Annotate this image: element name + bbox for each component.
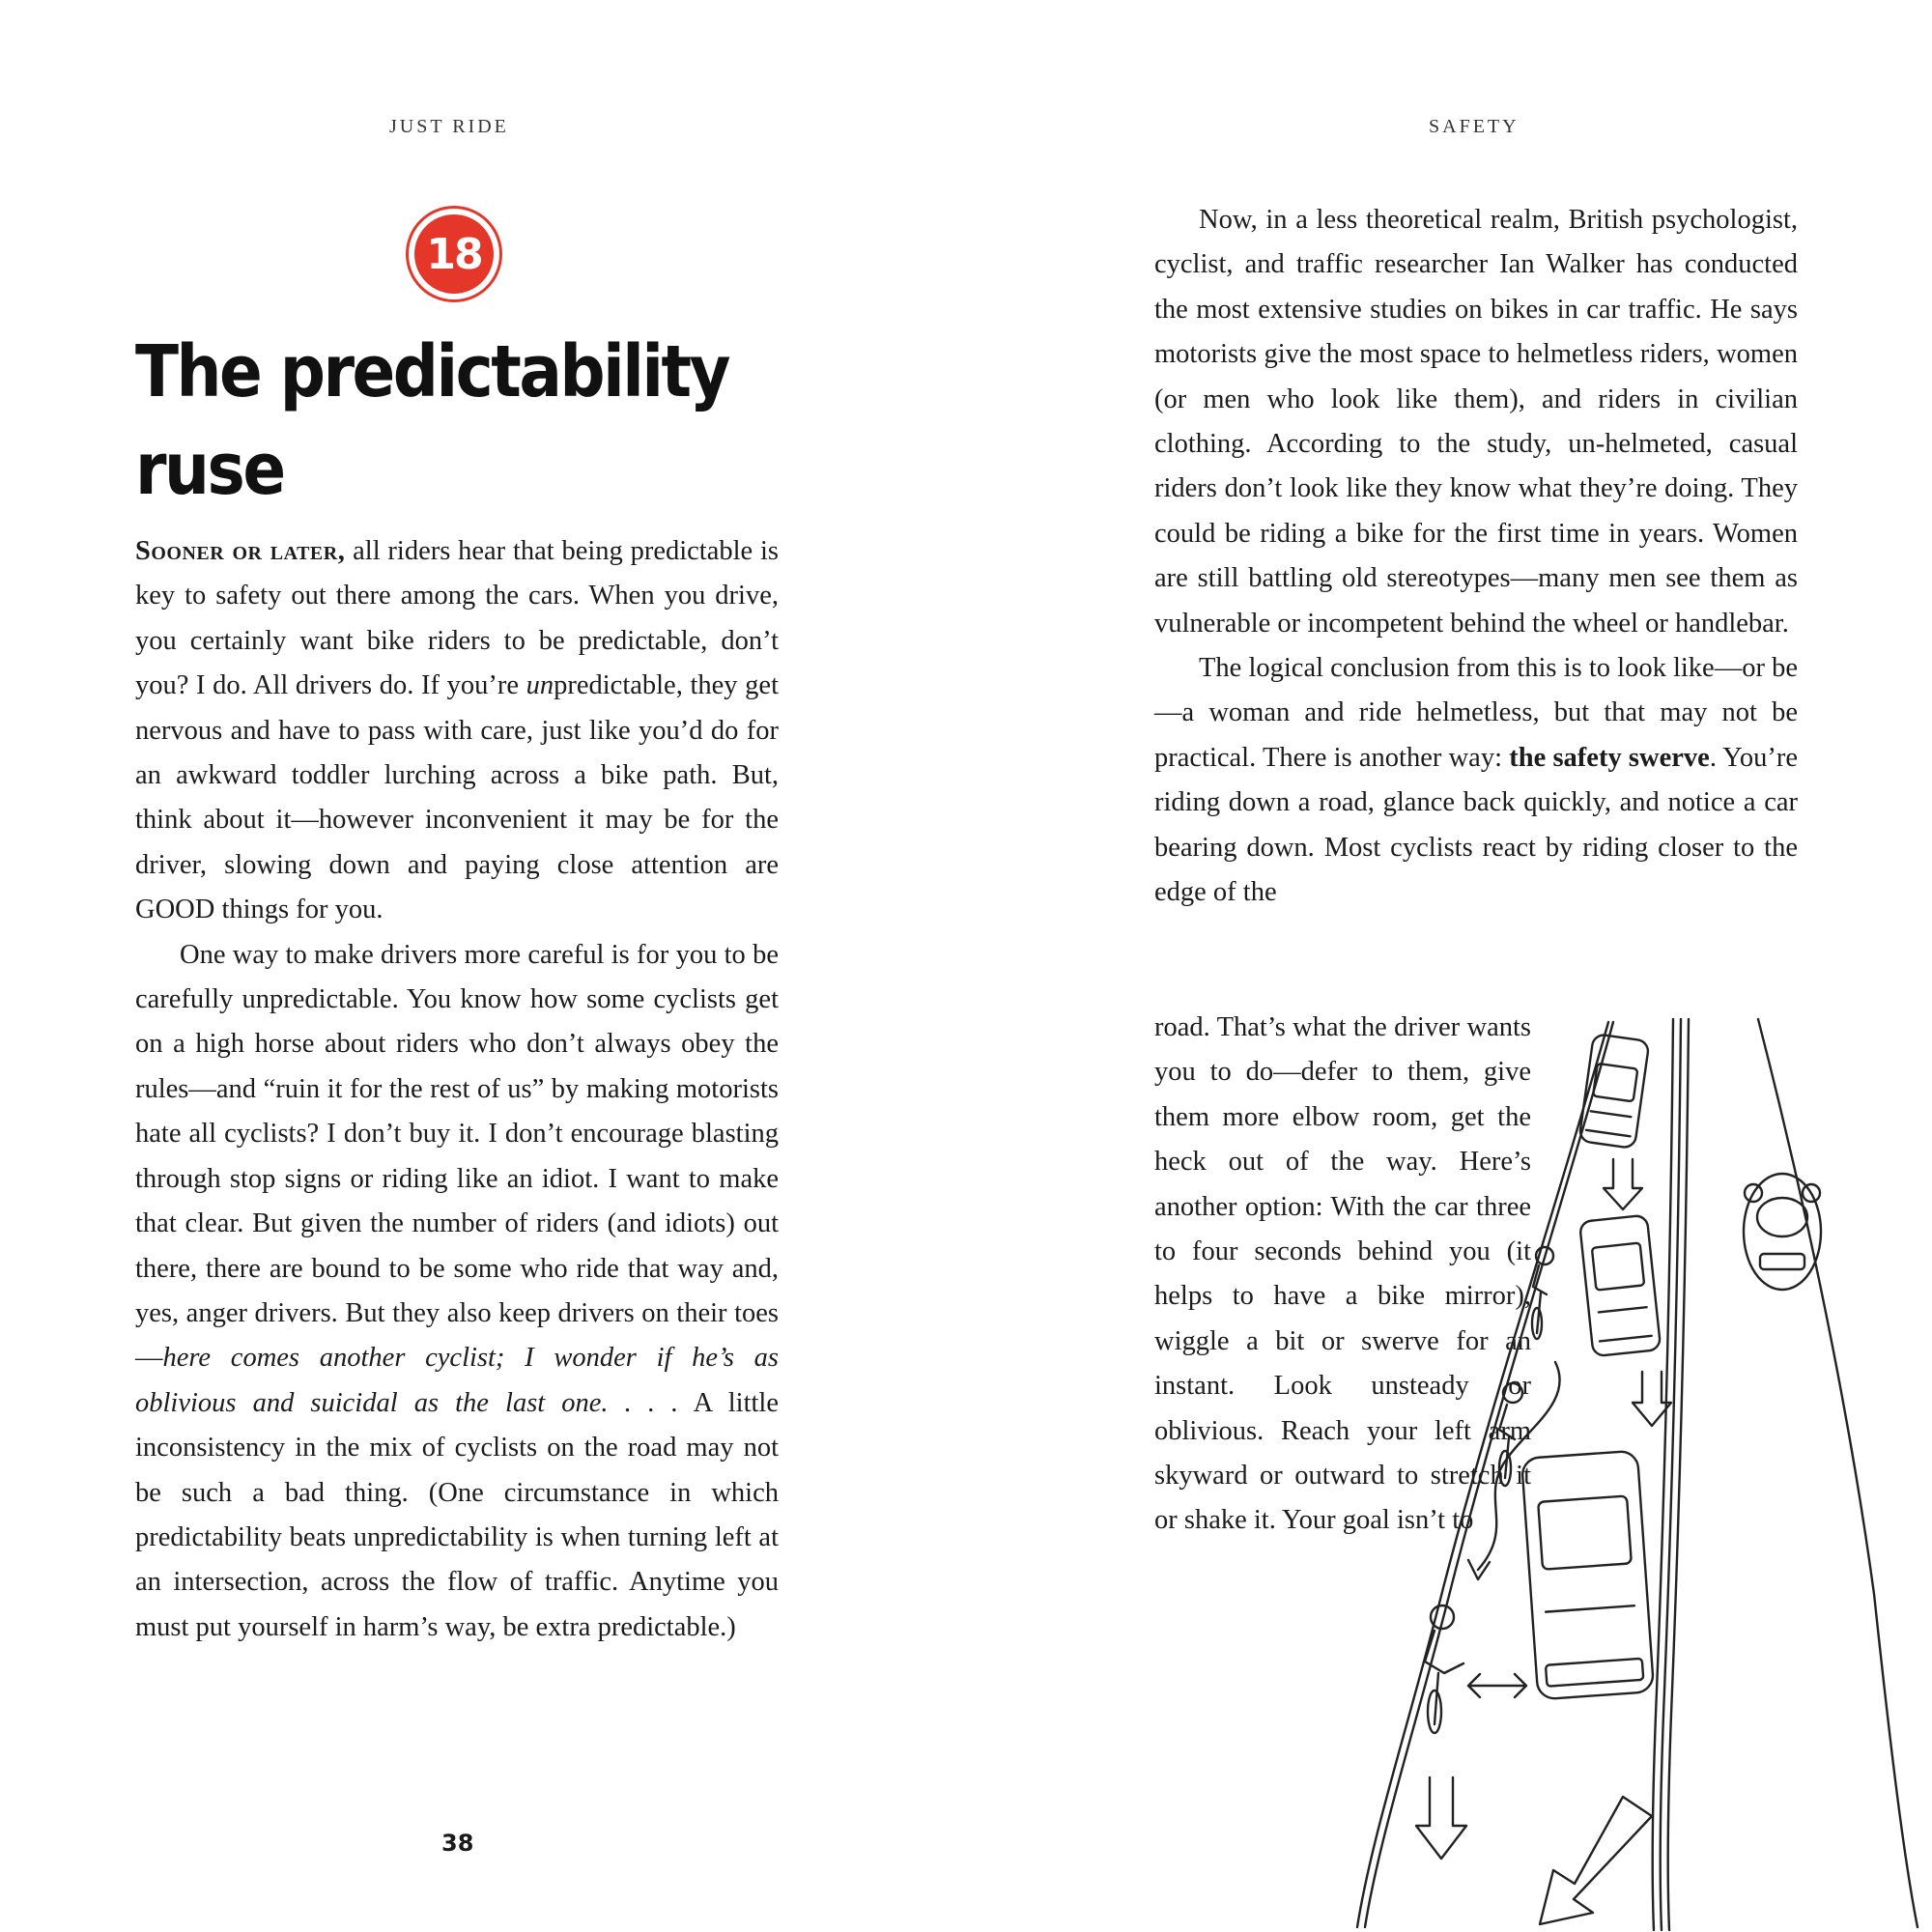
- paragraph-2: [135, 933, 779, 1651]
- double-arrow-icon: [1468, 1674, 1526, 1697]
- right-paragraph-2-text: The logical conclusion from this is to look like—or be—a woman and ride helmetless, but that may not be practical. There is another way:: [1154, 653, 1798, 773]
- car-icon: [1521, 1451, 1654, 1700]
- page-number: 38: [441, 1830, 474, 1857]
- arrow-down-left-icon: [1540, 1797, 1652, 1924]
- center-line-1: [1653, 1019, 1673, 1930]
- safety-swerve-term: the safety swerve: [1509, 742, 1710, 773]
- paragraph-1-italic: un: [526, 670, 554, 701]
- chapter-number-badge: [406, 206, 502, 302]
- road-swerve-illustration: [1333, 1014, 1932, 1932]
- paragraph-2-text: One way to make drivers more careful is for you to be carefully unpredictable. You know how some cyclists get on a high horse about riders who don’t always obey the rules—and “ruin it for the rest of us” by making motorists hate all cyclists? I don’t buy it. I don’t encourage blasting through stop signs or riding like an idiot. I want to make that clear. But given the number of riders (and idiots) out there, there are bound to be some who ride that way and, yes, anger drivers. But they also keep drivers on their toes—: [135, 939, 779, 1374]
- paragraph-1: [135, 529, 779, 933]
- running-head-left: JUST RIDE: [389, 116, 509, 137]
- left-body-text: [135, 529, 779, 1650]
- right-paragraph-2-text-after: . You’re riding down a road, glance back quickly, and notice a car bearing down. Most cyclists react by riding closer to the edge of the: [1154, 742, 1798, 908]
- arrow-down-icon: [1604, 1159, 1642, 1209]
- arrow-down-icon: [1416, 1777, 1466, 1859]
- paragraph-1-text-after: predictable, they get nervous and have to pass with care, just like you’d do for an awkward toddler lurching across a bike path. But, think about it—however inconvenient it may be for the driver, slowing down and paying close attention are GOOD things for you.: [135, 670, 779, 925]
- paragraph-2-italic: here comes another cyclist; I wonder if he’s as oblivious and suicidal as the last one. . . .: [135, 1343, 779, 1418]
- right-paragraph-2: [1154, 646, 1798, 915]
- narrow-paragraph: road. That’s what the driver wants you to do—defer to them, give them more elbow room, get the heck out of the way. Here’s another option: With the car three to four seconds behind you (it helps to have a bike mirror), wiggle a bit or swerve for an instant. Look unsteady or oblivious. Reach your left arm skyward or outward to stretch it or shake it. Your goal isn’t to: [1154, 1012, 1531, 1536]
- paragraph-1-text: all riders hear that being predictable is key to safety out there among the cars. When you drive, you certainly want bike riders to be predictable, don’t you? I do. All drivers do. If you’re: [135, 536, 779, 701]
- running-head-right: SAFETY: [1429, 116, 1520, 137]
- chapter-title: The predictability ruse: [135, 329, 729, 511]
- road-left-edge-inner: [1365, 1022, 1613, 1927]
- paragraph-2-text-after: A little inconsistency in the mix of cyclists on the road may not be such a bad thing. (One circumstance in which predictability beats unpredictability is when turning left at an intersection, across the flow of traffic. Anytime you must put yourself in harm’s way, be extra predictable.): [135, 1387, 779, 1642]
- road-right-edge: [1758, 1019, 1918, 1927]
- lead-in: Sooner or later,: [135, 536, 346, 566]
- right-body-text: [1154, 198, 1798, 916]
- chapter-number: 18: [414, 214, 494, 294]
- swerve-path: [1478, 1362, 1560, 1570]
- right-paragraph-1: Now, in a less theoretical realm, British psychologist, cyclist, and traffic researcher Ian Walker has conducted the most extensive studies on bikes in car traffic. He says motorists give the most space to helmetless riders, women (or men who look like them), and riders in civilian clothing. According to the study, un-helmeted, casual riders don’t look like they know what they’re doing. They could be riding a bike for the first time in years. Women are still battling old stereotypes—many men see them as vulnerable or incompetent behind the wheel or handlebar.: [1154, 205, 1798, 639]
- car-icon: [1579, 1215, 1661, 1357]
